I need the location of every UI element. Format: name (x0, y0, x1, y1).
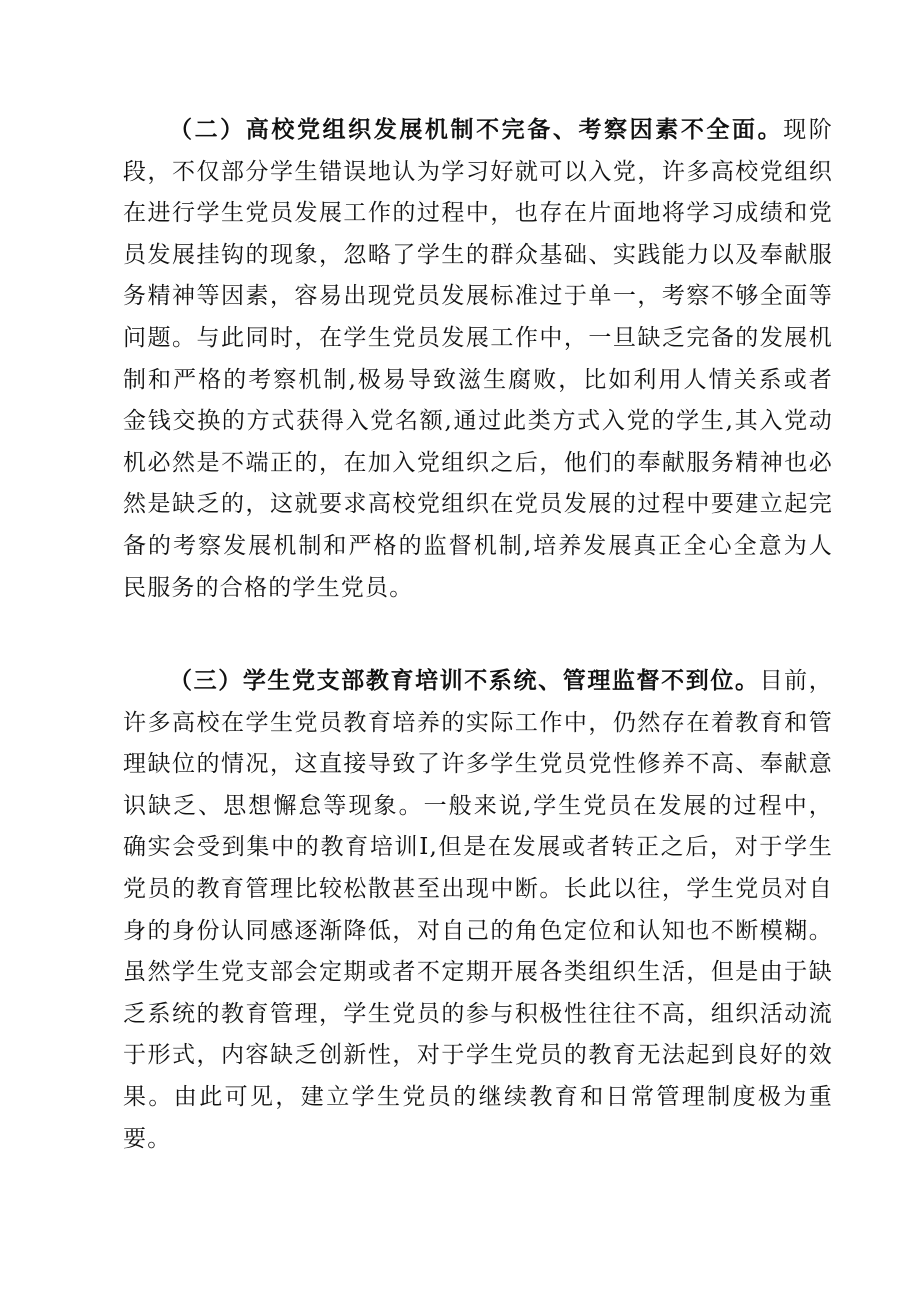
paragraph-section-3 (123, 660, 833, 1160)
section-2-body: 现阶段，不仅部分学生错误地认为学习好就可以入党，许多高校党组织在进行学生党员发展工作的过程中，也存在片面地将学习成绩和党员发展挂钩的现象，忽略了学生的群众基础、实践能力以及奉献服务精神等因素，容易出现党员发展标准过于单一，考察不够全面等问题。与此同时，在学生党员发展工作中，一旦缺乏完备的发展机制和严格的考察机制,极易导致滋生腐败，比如利用人情关系或者金钱交换的方式获得入党名额,通过此类方式入党的学生,其入党动机必然是不端正的，在加入党组织之后，他们的奉献服务精神也必然是缺乏的，这就要求高校党组织在党员发展的过程中要建立起完备的考察发展机制和严格的监督机制,培养发展真正全心全意为人民服务的合格的学生党员。 (123, 117, 833, 601)
section-3-heading: （三）学生党支部教育培训不系统、管理监督不到位。 (169, 667, 760, 694)
section-2-heading: （二）高校党组织发展机制不完备、考察因素不全面。 (169, 116, 784, 143)
paragraph-section-2 (123, 109, 833, 609)
section-3-body: 目前，许多高校在学生党员教育培养的实际工作中，仍然存在着教育和管理缺位的情况，这直接导致了许多学生党员党性修养不高、奉献意识缺乏、思想懈怠等现象。一般来说,学生党员在发展的过程中，确实会受到集中的教育培训I,但是在发展或者转正之后，对于学生党员的教育管理比较松散甚至出现中断。长此以往，学生党员对自身的身份认同感逐渐降低，对自己的角色定位和认知也不断模糊。虽然学生党支部会定期或者不定期开展各类组织生活，但是由于缺乏系统的教育管理，学生党员的参与积极性往往不高，组织活动流于形式，内容缺乏创新性，对于学生党员的教育无法起到良好的效果。由此可见，建立学生党员的继续教育和日常管理制度极为重要。 (123, 668, 833, 1152)
